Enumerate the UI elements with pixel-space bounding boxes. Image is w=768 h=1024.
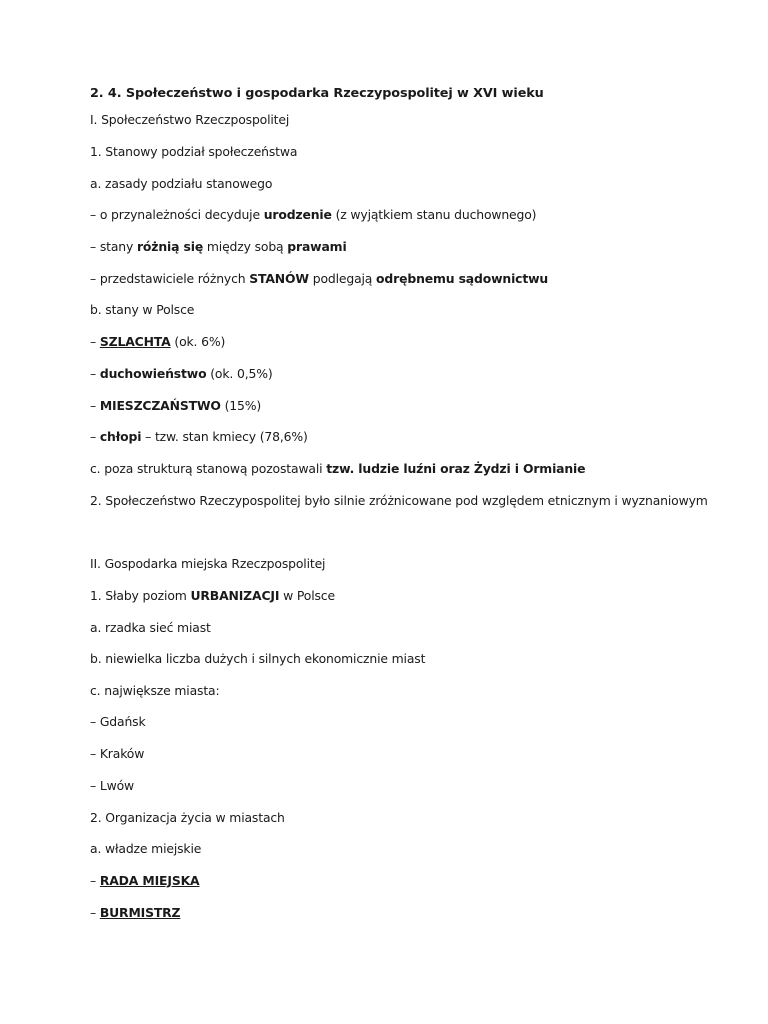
city-gdansk: – Gdańsk: [90, 714, 146, 729]
estate-dash: –: [90, 429, 100, 444]
estate-note: (ok. 6%): [170, 334, 226, 349]
rule-rights: [90, 239, 347, 255]
estate-note: (15%): [220, 398, 262, 413]
rule-courts-mid: podlegają: [308, 271, 377, 286]
section2-point-1b: b. niewielka liczba dużych i silnych ekonomicznie miast: [90, 651, 426, 666]
rule-rights-mid: między sobą: [203, 239, 288, 254]
section1-heading: I. Społeczeństwo Rzeczpospolitej: [90, 112, 290, 127]
point-1-pre: 1. Słaby poziom: [90, 588, 191, 603]
point-1-bold: URBANIZACJI: [190, 588, 280, 603]
section2-point-1c: c. największe miasta:: [90, 683, 220, 698]
point-1c-pre: c. poza strukturą stanową pozostawali: [90, 461, 327, 476]
estate-chlopi: [90, 429, 308, 445]
section1-point-1: 1. Stanowy podział społeczeństwa: [90, 144, 298, 159]
rule-courts: [90, 271, 548, 287]
estate-mieszczanstwo: [90, 398, 261, 414]
rule-rights-pre: – stany: [90, 239, 137, 254]
rule-birth-pre: – o przynależności decyduje: [90, 207, 264, 222]
authority-burmistrz: [90, 905, 180, 921]
city-krakow: – Kraków: [90, 746, 145, 761]
section1-point-1b: b. stany w Polsce: [90, 302, 195, 317]
estate-name: chłopi: [99, 429, 142, 444]
rule-courts-bold-2: odrębnemu sądownictwu: [376, 271, 549, 286]
document-title: 2. 4. Społeczeństwo i gospodarka Rzeczypospolitej w XVI wieku: [90, 86, 544, 101]
rule-courts-bold-1: STANÓW: [249, 271, 309, 286]
rule-rights-bold-2: prawami: [287, 239, 347, 254]
point-1c-bold: tzw. ludzie luźni oraz Żydzi i Ormianie: [326, 461, 586, 476]
authority-name: RADA MIEJSKA: [99, 873, 200, 888]
rule-rights-bold-1: różnią się: [136, 239, 204, 254]
section1-point-1c: [90, 461, 585, 477]
rule-birth-post: (z wyjątkiem stanu duchownego): [331, 207, 537, 222]
section2-point-1: [90, 588, 335, 604]
rule-birth-bold: urodzenie: [263, 207, 332, 222]
estate-dash: –: [90, 334, 100, 349]
rule-courts-pre: – przedstawiciele różnych: [90, 271, 250, 286]
section1-point-1a: a. zasady podziału stanowego: [90, 176, 273, 191]
section2-point-2: 2. Organizacja życia w miastach: [90, 810, 285, 825]
authority-name: BURMISTRZ: [99, 905, 181, 920]
city-lwow: – Lwów: [90, 778, 134, 793]
section2-point-1a: a. rzadka sieć miast: [90, 620, 211, 635]
estate-duchowienstwo: [90, 366, 273, 382]
authority-rada-miejska: [90, 873, 200, 889]
estate-note: (ok. 0,5%): [206, 366, 273, 381]
authority-dash: –: [90, 873, 100, 888]
estate-name: SZLACHTA: [99, 334, 171, 349]
section2-point-2a: a. władze miejskie: [90, 841, 202, 856]
estate-szlachta: [90, 334, 225, 350]
rule-birth: [90, 207, 536, 223]
section2-heading: II. Gospodarka miejska Rzeczpospolitej: [90, 556, 326, 571]
authority-dash: –: [90, 905, 100, 920]
estate-dash: –: [90, 398, 100, 413]
estate-name: MIESZCZAŃSTWO: [99, 398, 221, 413]
estate-note: – tzw. stan kmiecy (78,6%): [141, 429, 308, 444]
point-1-post: w Polsce: [279, 588, 335, 603]
estate-name: duchowieństwo: [99, 366, 207, 381]
section1-point-2: 2. Społeczeństwo Rzeczypospolitej było silnie zróżnicowane pod względem etnicznym i wyznaniowym: [90, 493, 708, 508]
estate-dash: –: [90, 366, 100, 381]
